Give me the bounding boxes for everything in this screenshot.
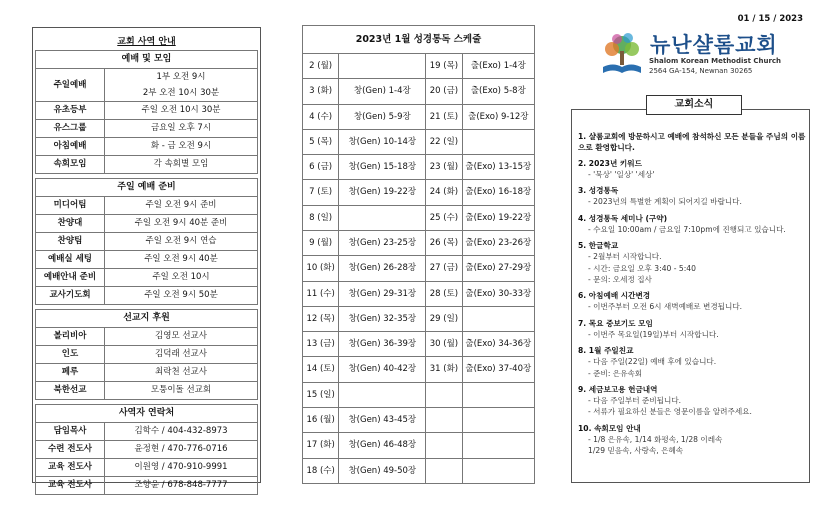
schedule-day: 20 (금) [426,79,462,104]
church-address: 2564 GA-154, Newnan 30265 [649,67,753,75]
table-row [36,251,258,269]
schedule-day: 19 (목) [426,54,462,79]
ministry-value-line: 2부 오전 10시 30분 [142,88,220,98]
schedule-reading: 창(Gen) 40-42장 [339,357,426,382]
table-row [303,155,535,180]
news-item [578,240,806,285]
news-detail: - 다음 주일(22일) 예배 후에 있습니다. [588,357,717,367]
schedule-day: 27 (금) [426,256,462,281]
news-detail: - 다음 주일부터 준비됩니다. [588,395,682,405]
table-row [36,233,258,251]
ministry-value [105,364,258,382]
news-item [578,213,806,235]
schedule-day: 7 (토) [303,180,339,205]
ministry-value [105,69,258,102]
ministry-value [105,102,258,120]
ministry-value [105,197,258,215]
schedule-day: 24 (화) [426,180,462,205]
news-detail: - 1/8 은유속, 1/14 화평속, 1/28 이레속 [588,434,723,444]
bible-reading-schedule [302,25,535,484]
news-heading: 2. 2023년 키워드 [578,159,642,168]
ministry-label: 페루 [36,364,105,382]
ministry-value-line: 1부 오전 9시 [156,72,206,82]
schedule-reading [462,458,534,484]
ministry-value-line: 금요일 오후 7시 [150,123,212,134]
ministry-label: 아침예배 [36,138,105,156]
schedule-reading: 창(Gen) 46-48장 [339,433,426,458]
schedule-day: 17 (화) [303,433,339,458]
ministry-value [105,459,258,477]
ministry-value [105,346,258,364]
table-row [303,79,535,104]
schedule-day: 22 (일) [426,129,462,154]
ministry-tables [33,50,260,495]
table-row [303,54,535,79]
schedule-reading: 창(Gen) 26-28장 [339,256,426,281]
ministry-label: 교사기도회 [36,287,105,305]
church-news-panel [571,109,810,483]
ministry-label: 인도 [36,346,105,364]
table-row [36,364,258,382]
schedule-reading: 출(Exo) 1-4장 [462,54,534,79]
schedule-day: 28 (토) [426,281,462,306]
schedule-reading: 창(Gen) 19-22장 [339,180,426,205]
ministry-value [105,269,258,287]
news-heading: 4. 성경통독 세미나 (구약) [578,213,668,223]
news-item [578,423,806,457]
schedule-day: 21 (토) [426,104,462,129]
ministry-value-line: 각 속회별 모임 [153,159,209,170]
news-heading: 5. 한글학교 [578,241,619,251]
news-heading: 7. 목요 중보기도 모임 [578,318,653,328]
schedule-reading: 출(Exo) 9-12장 [462,104,534,129]
ministry-label: 북한선교 [36,382,105,400]
table-row [36,477,258,495]
schedule-day: 14 (토) [303,357,339,382]
schedule-reading: 출(Exo) 30-33장 [462,281,534,306]
news-heading: 6. 아침예배 시간변경 [578,291,651,301]
schedule-day: 6 (금) [303,155,339,180]
table-row [303,129,535,154]
ministry-info-panel [32,27,261,491]
schedule-day: 29 (일) [426,306,462,331]
table-row [36,269,258,287]
ministry-value-line: 모퉁이돌 선교회 [150,385,212,396]
schedule-reading [462,306,534,331]
ministry-section-title: 사역자 연락처 [36,405,258,423]
schedule-day: 15 (일) [303,382,339,407]
ministry-value-line: 주일 오전 9시 40분 준비 [134,218,228,229]
schedule-day: 12 (목) [303,306,339,331]
schedule-day [426,382,462,407]
ministry-value [105,441,258,459]
ministry-value-line: 화 - 금 오전 9시 [150,141,212,152]
table-row [303,281,535,306]
schedule-title: 2023년 1월 성경통독 스케줄 [303,26,535,54]
table-row [303,104,535,129]
news-detail: - 수요일 10:00am / 금요일 7:10pm에 진행되고 있습니다. [588,224,786,234]
schedule-day [426,407,462,432]
schedule-reading [462,407,534,432]
schedule-day: 23 (월) [426,155,462,180]
news-detail: - 이번주 목요일(19일)부터 시작합니다. [588,329,719,339]
schedule-reading: 창(Gen) 1-4장 [339,79,426,104]
ministry-section-title: 예배 및 모임 [36,51,258,69]
ministry-section-table [35,309,258,400]
ministry-value [105,120,258,138]
table-row [36,69,258,102]
ministry-label: 속회모임 [36,156,105,174]
schedule-reading: 창(Gen) 15-18장 [339,155,426,180]
ministry-value-line: 주일 오전 9시 50분 [144,290,218,301]
ministry-section-table [35,178,258,305]
table-row [303,180,535,205]
schedule-day: 3 (화) [303,79,339,104]
ministry-value [105,477,258,495]
news-item [578,185,806,207]
table-row [303,332,535,357]
table-row [36,138,258,156]
news-detail: - 시간: 금요일 오후 3:40 - 5:40 [588,263,696,273]
schedule-day: 25 (수) [426,205,462,230]
ministry-label: 찬양팀 [36,233,105,251]
ministry-value-line: 주일 오전 10시 30분 [141,105,221,116]
news-item [578,290,806,312]
ministry-value-line: 김덕래 선교사 [155,349,207,360]
schedule-reading [462,129,534,154]
schedule-reading [462,433,534,458]
table-row [36,197,258,215]
schedule-day: 2 (월) [303,54,339,79]
ministry-label: 교육 전도사 [36,459,105,477]
news-heading: 1. 샬롬교회에 방문하시고 예배에 참석하신 모든 분들을 주님의 이름으로 환영합니다. [578,132,806,152]
table-row [303,205,535,230]
table-row [303,306,535,331]
schedule-day: 5 (목) [303,129,339,154]
table-row [36,102,258,120]
table-row [36,423,258,441]
bulletin-date: 01 / 15 / 2023 [737,14,803,24]
schedule-reading: 출(Exo) 19-22장 [462,205,534,230]
news-detail: - 서류가 필요하신 분들은 영문이름을 알려주세요. [588,407,752,417]
table-row [36,459,258,477]
schedule-reading: 창(Gen) 29-31장 [339,281,426,306]
news-item [578,131,806,153]
ministry-value-line: 김학수 / 404-432-8973 [134,426,228,437]
ministry-value-line: 주일 오전 9시 준비 [145,200,217,211]
schedule-day: 31 (화) [426,357,462,382]
ministry-label: 교육 전도사 [36,477,105,495]
ministry-value-line: 주일 오전 9시 40분 [144,254,218,265]
news-heading: 3. 성경통독 [578,186,619,196]
table-row [36,287,258,305]
schedule-day: 26 (목) [426,230,462,255]
schedule-day: 4 (수) [303,104,339,129]
table-row [36,346,258,364]
ministry-value-line: 윤정현 / 470-776-0716 [134,444,228,455]
table-row [303,256,535,281]
schedule-reading: 창(Gen) 32-35장 [339,306,426,331]
news-detail: - 문의: 오세정 집사 [588,274,652,284]
table-row [303,458,535,484]
schedule-reading: 창(Gen) 49-50장 [339,458,426,484]
table-row [303,433,535,458]
schedule-reading: 출(Exo) 23-26장 [462,230,534,255]
ministry-section-table [35,404,258,495]
ministry-value [105,251,258,269]
table-row [36,382,258,400]
table-row [303,382,535,407]
news-detail: - 준비: 은유속회 [588,368,643,378]
table-row [303,407,535,432]
news-item [578,384,806,418]
schedule-reading: 출(Exo) 27-29장 [462,256,534,281]
schedule-day: 18 (수) [303,458,339,484]
schedule-reading [339,54,426,79]
table-row [36,156,258,174]
news-item [578,158,806,180]
schedule-day [426,458,462,484]
schedule-day: 16 (월) [303,407,339,432]
schedule-reading: 창(Gen) 43-45장 [339,407,426,432]
ministry-value [105,215,258,233]
ministry-label: 예배안내 준비 [36,269,105,287]
schedule-reading [339,382,426,407]
table-row [36,328,258,346]
ministry-info-title: 교회 사역 안내 [117,37,176,47]
ministry-value-line: 주일 오전 9시 연습 [145,236,217,247]
ministry-value [105,382,258,400]
news-heading: 8. 1월 주일친교 [578,346,634,356]
news-detail: 1/29 믿음속, 사랑속, 은혜속 [588,446,684,456]
ministry-label: 유스그룹 [36,120,105,138]
news-detail: - 이번주부터 오전 6시 새벽예배로 변경됩니다. [588,302,743,312]
schedule-day [426,433,462,458]
table-row [36,120,258,138]
news-item [578,345,806,379]
table-row [36,215,258,233]
ministry-value-line: 주일 오전 10시 [152,272,210,283]
ministry-label: 찬양대 [36,215,105,233]
tree-book-icon [597,29,647,79]
schedule-reading: 출(Exo) 5-8장 [462,79,534,104]
church-english-name: Shalom Korean Methodist Church [649,57,782,65]
church-news-title: 교회소식 [646,95,742,115]
schedule-day: 13 (금) [303,332,339,357]
news-detail: - 2월부터 시작합니다. [588,252,662,262]
schedule-reading: 창(Gen) 23-25장 [339,230,426,255]
church-logo [597,29,797,79]
schedule-reading [339,205,426,230]
schedule-reading [462,382,534,407]
ministry-value [105,287,258,305]
ministry-value [105,233,258,251]
ministry-value [105,138,258,156]
ministry-section-title: 선교지 후원 [36,310,258,328]
ministry-label: 주일예배 [36,69,105,102]
schedule-reading: 출(Exo) 13-15장 [462,155,534,180]
ministry-value [105,156,258,174]
ministry-value-line: 이원영 / 470-910-9991 [134,462,228,473]
ministry-label: 예배실 세팅 [36,251,105,269]
ministry-label: 볼리비아 [36,328,105,346]
ministry-section-table [35,50,258,174]
table-row [303,357,535,382]
news-detail: - '묵상' '일상' '세상' [588,170,655,179]
schedule-day: 30 (월) [426,332,462,357]
news-list [578,131,806,461]
schedule-day: 8 (일) [303,205,339,230]
ministry-value-line: 김영모 선교사 [155,331,207,342]
ministry-label: 담임목사 [36,423,105,441]
table-row [303,230,535,255]
schedule-reading: 출(Exo) 34-36장 [462,332,534,357]
ministry-label: 미디어팀 [36,197,105,215]
ministry-value [105,328,258,346]
ministry-label: 수련 전도사 [36,441,105,459]
news-heading: 9. 세금보고용 헌금내역 [578,384,658,394]
ministry-value-line: 조향윤 / 678-848-7777 [134,480,228,491]
schedule-reading: 창(Gen) 5-9장 [339,104,426,129]
table-row [36,441,258,459]
schedule-reading: 출(Exo) 37-40장 [462,357,534,382]
schedule-reading: 창(Gen) 36-39장 [339,332,426,357]
schedule-day: 9 (월) [303,230,339,255]
ministry-label: 유초등부 [36,102,105,120]
church-name: 뉴난샬롬교회 [650,33,778,57]
schedule-day: 11 (수) [303,281,339,306]
ministry-value [105,423,258,441]
news-detail: - 2023년의 특별한 계획이 되어지길 바랍니다. [588,197,742,207]
ministry-section-title: 주일 예배 준비 [36,179,258,197]
ministry-value-line: 최락천 선교사 [155,367,207,378]
schedule-reading: 출(Exo) 16-18장 [462,180,534,205]
schedule-reading: 창(Gen) 10-14장 [339,129,426,154]
news-item [578,318,806,340]
schedule-day: 10 (화) [303,256,339,281]
schedule-table [302,25,535,484]
news-heading: 10. 속회모임 안내 [578,423,641,433]
